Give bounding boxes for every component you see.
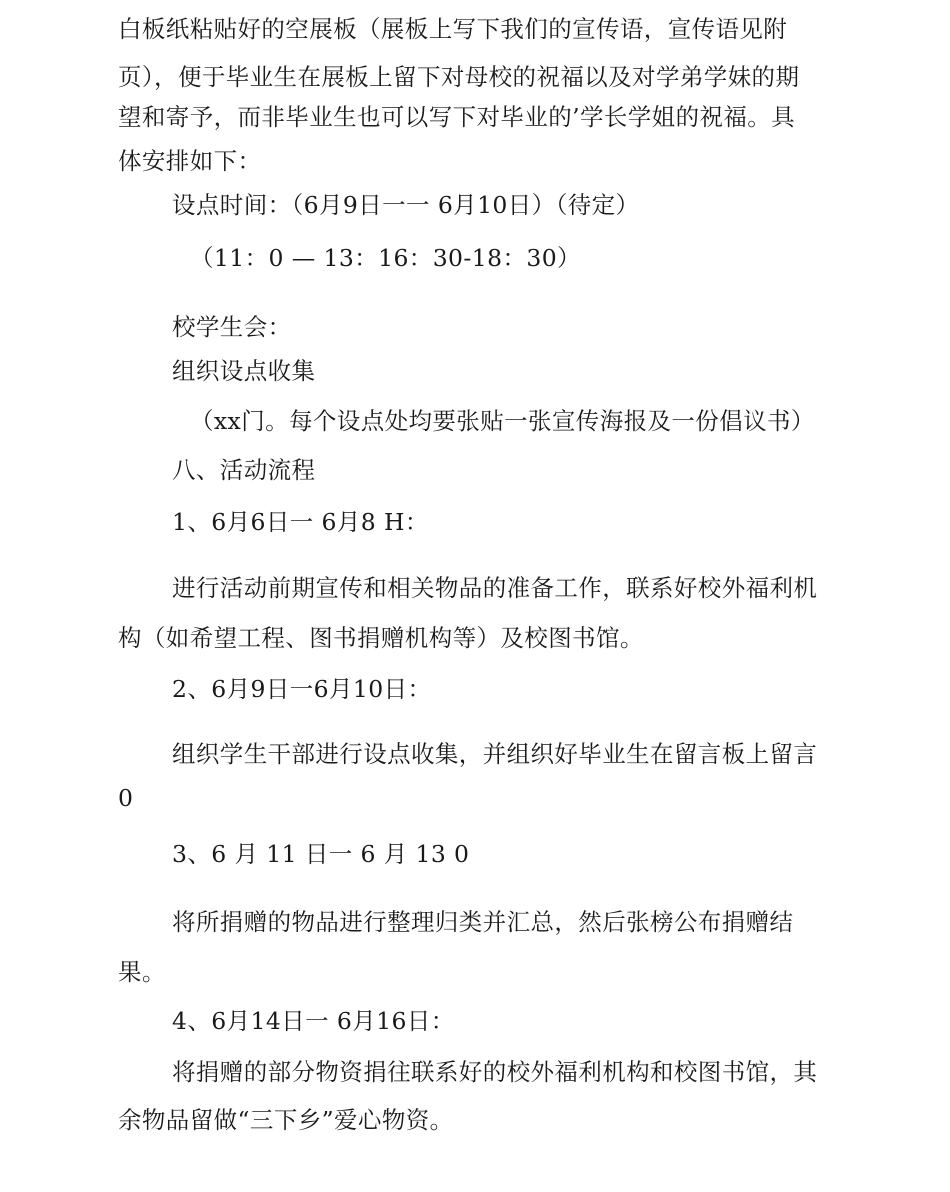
organizer-label: 校学生会：	[172, 313, 292, 341]
paragraph-line: 将捐赠的部分物资捐往联系好的校外福利机构和校图书馆，其	[172, 1058, 818, 1086]
paragraph-line: 组织学生干部进行设点收集，并组织好毕业生在留言板上留言	[172, 740, 818, 768]
setup-time-line: 设点时间：（6月9日一一 6月10日）（待定）	[172, 191, 640, 219]
step-heading-4: 4、6月14日一 6月16日：	[172, 1007, 455, 1035]
step-heading-3: 3、6 月 11 日一 6 月 13 0	[172, 840, 470, 868]
paragraph-line: 构（如希望工程、图书捐赠机构等）及校图书馆。	[118, 624, 644, 652]
paragraph-line: 白板纸粘贴好的空展板（展板上写下我们的宣传语，宣传语见附	[118, 15, 788, 43]
paragraph-line: 体安排如下：	[118, 147, 262, 175]
paragraph-line: 将所捐赠的物品进行整理归类并汇总，然后张榜公布捐赠结	[172, 908, 794, 936]
paragraph-line: 果。	[118, 958, 166, 986]
time-range-line: （11：0 — 13：16：30-18：30）	[190, 244, 581, 272]
paragraph-line: 页），便于毕业生在展板上留下对母校的祝福以及对学弟学妹的期	[118, 63, 800, 91]
step-heading-2: 2、6月9日一6月10日：	[172, 675, 432, 703]
section-heading: 八、活动流程	[172, 456, 316, 484]
paragraph-line: 望和寄予，而非毕业生也可以写下对毕业的’学长学姐的祝福。具	[118, 103, 796, 131]
step-heading-1: 1、6月6日一 6月8 H：	[172, 508, 429, 536]
organizer-task: 组织设点收集	[172, 357, 316, 385]
paragraph-line: 0	[118, 784, 134, 812]
location-note: （xx门。每个设点处均要张贴一张宣传海报及一份倡议书）	[190, 407, 815, 435]
paragraph-line: 余物品留做“三下乡”爱心物资。	[118, 1106, 454, 1134]
paragraph-line: 进行活动前期宣传和相关物品的准备工作，联系好校外福利机	[172, 574, 818, 602]
